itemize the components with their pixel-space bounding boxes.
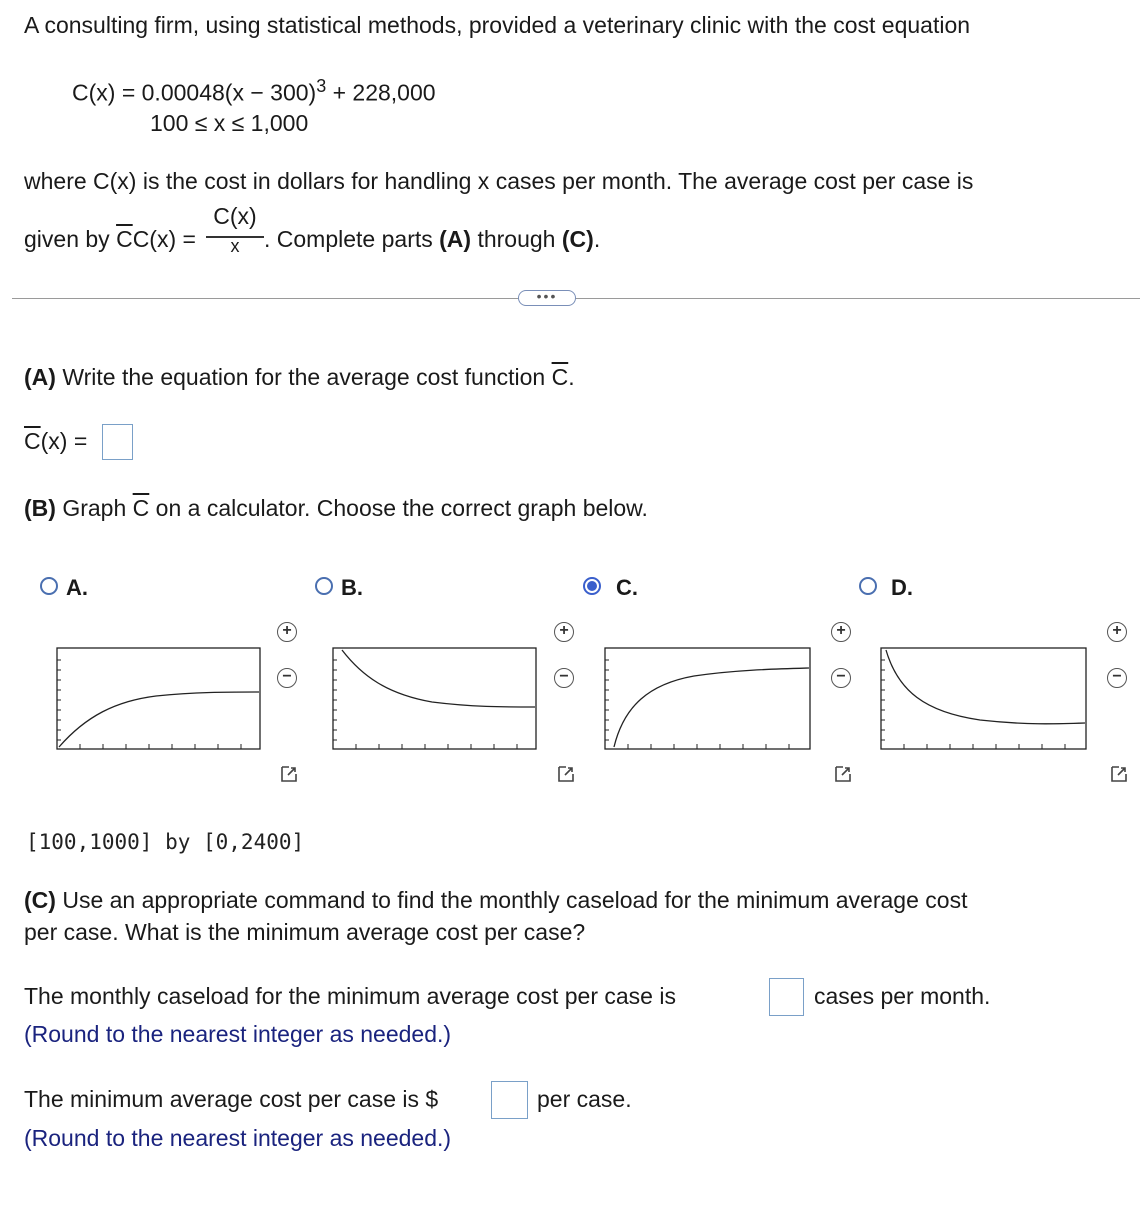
given-by-text: given by <box>24 226 117 252</box>
cost-equation <box>72 76 436 107</box>
graph-c-expand-icon[interactable] <box>833 764 853 784</box>
caseload-answer-input[interactable] <box>769 978 804 1016</box>
graph-d[interactable] <box>880 646 1088 752</box>
graph-c-zoom-out-icon[interactable]: − <box>831 668 851 688</box>
cost-domain: 100 ≤ x ≤ 1,000 <box>150 110 309 136</box>
complete-parts-line <box>264 226 600 253</box>
option-c-radio[interactable] <box>583 577 601 595</box>
part-a-cbar: $\overline{C}$ <box>551 364 569 390</box>
cbar-lhs: C(x) = <box>132 226 196 252</box>
intro-line-1: A consulting firm, using statistical methods, provided a veterinary clinic with the cost equation <box>24 12 971 38</box>
given-by-line <box>24 226 196 253</box>
graph-c-frame <box>605 648 810 749</box>
option-b-radio[interactable] <box>315 577 333 595</box>
graph-b-expand-icon[interactable] <box>556 764 576 784</box>
graph-a-frame <box>57 648 260 749</box>
cost-equation-main: C(x) = 0.00048(x − 300) <box>72 79 317 106</box>
part-b-text-end: on a calculator. Choose the correct graph below. <box>149 495 648 521</box>
part-c-label: (C) <box>24 887 56 913</box>
graph-d-frame <box>881 648 1086 749</box>
graph-d-expand-icon[interactable] <box>1109 764 1129 784</box>
fraction-numerator: C(x) <box>213 203 257 229</box>
graph-a-zoom-in-icon[interactable]: + <box>277 622 297 642</box>
graph-a-zoom-out-icon[interactable]: − <box>277 668 297 688</box>
section-divider <box>12 298 1140 299</box>
part-a-end: . <box>568 364 575 390</box>
fraction-denominator: x <box>230 236 240 256</box>
part-a-answer-cbar: $\overline{C}$ <box>24 428 41 454</box>
caseload-prefix: The monthly caseload for the minimum average cost per case is <box>24 983 676 1009</box>
cost-equation-tail: + 228,000 <box>326 79 436 106</box>
part-c-ref: (C) <box>561 226 594 252</box>
part-a-answer-rest: (x) = <box>40 428 88 454</box>
complete-parts-text: . Complete parts <box>264 226 440 252</box>
part-b-cbar: $\overline{C}$ <box>132 495 150 521</box>
caseload-rounding-hint: (Round to the nearest integer as needed.) <box>24 1021 452 1047</box>
part-a-label: (A) <box>24 364 56 390</box>
graph-b-zoom-out-icon[interactable]: − <box>554 668 574 688</box>
graph-a-expand-icon[interactable] <box>279 764 299 784</box>
through-text: through <box>471 226 562 252</box>
caseload-suffix: cases per month. <box>814 983 991 1009</box>
graph-c-zoom-in-icon[interactable]: + <box>831 622 851 642</box>
graph-window-label: [100,1000] by [0,2400] <box>26 830 305 854</box>
cost-equation-exponent: 3 <box>316 76 327 96</box>
min-cost-answer-input[interactable] <box>491 1081 528 1119</box>
cbar-symbol: $\overline{C}$ <box>116 226 133 252</box>
part-c-question <box>24 887 967 914</box>
part-b-question <box>24 495 648 522</box>
part-b-label: (B) <box>24 495 56 521</box>
min-cost-suffix: per case. <box>537 1086 632 1112</box>
graph-b-zoom-in-icon[interactable]: + <box>554 622 574 642</box>
min-cost-rounding-hint: (Round to the nearest integer as needed.) <box>24 1125 452 1151</box>
option-d-radio[interactable] <box>859 577 877 595</box>
where-line: where C(x) is the cost in dollars for handling x cases per month. The average cost per case is <box>24 168 974 194</box>
option-a-label[interactable]: A. <box>66 575 88 600</box>
graph-c[interactable] <box>604 646 812 752</box>
part-a-text: Write the equation for the average cost function <box>55 364 552 390</box>
min-cost-prefix: The minimum average cost per case is $ <box>24 1086 439 1112</box>
part-c-question-line-2: per case. What is the minimum average cost per case? <box>24 919 586 945</box>
option-b-label[interactable]: B. <box>341 575 363 600</box>
part-c-text: Use an appropriate command to find the monthly caseload for the minimum average cost <box>55 887 968 913</box>
option-a-radio[interactable] <box>40 577 58 595</box>
part-a-answer-lhs <box>24 428 87 455</box>
expand-dots-button[interactable]: ••• <box>518 290 576 306</box>
option-c-label[interactable]: C. <box>616 575 638 600</box>
graph-b[interactable] <box>332 646 538 752</box>
part-a-question <box>24 364 575 391</box>
average-cost-answer-input[interactable] <box>102 424 133 460</box>
part-b-text: Graph <box>55 495 133 521</box>
period: . <box>593 226 601 252</box>
part-a-ref: (A) <box>439 226 472 252</box>
graph-b-frame <box>333 648 536 749</box>
graph-d-zoom-out-icon[interactable]: − <box>1107 668 1127 688</box>
graph-d-zoom-in-icon[interactable]: + <box>1107 622 1127 642</box>
option-d-label[interactable]: D. <box>891 575 913 600</box>
graph-a[interactable] <box>56 646 262 752</box>
